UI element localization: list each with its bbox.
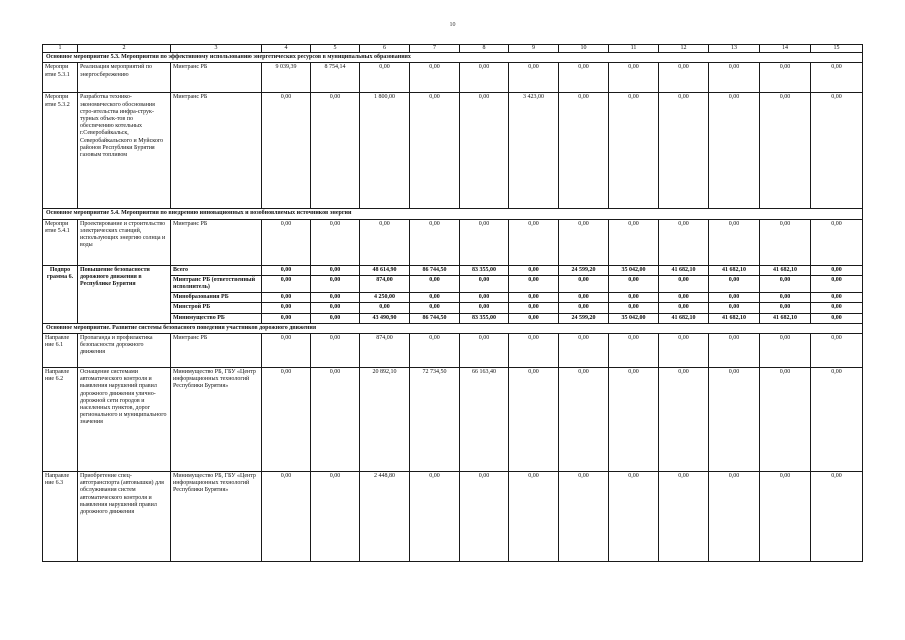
value-cell: 41 682,10 <box>760 313 811 323</box>
value-cell: 0,00 <box>410 472 460 562</box>
value-cell: 0,00 <box>509 63 559 93</box>
value-cell: 24 599,20 <box>559 313 609 323</box>
value-cell: 0,00 <box>559 293 609 303</box>
row-executor: Минтранс РБ <box>171 63 262 93</box>
value-cell: 0,00 <box>460 472 509 562</box>
value-cell: 0,00 <box>262 93 311 209</box>
value-cell: 0,00 <box>709 303 760 313</box>
section-row-6 <box>43 323 863 333</box>
value-cell: 0,00 <box>460 219 509 265</box>
value-cell: 24 599,20 <box>559 265 609 275</box>
value-cell: 0,00 <box>659 275 709 292</box>
value-cell: 2 448,80 <box>360 472 410 562</box>
row-executor: Минтранс РБ <box>171 219 262 265</box>
row-code: Направле ние 6.3 <box>43 472 78 562</box>
value-cell: 0,00 <box>609 303 659 313</box>
value-cell: 0,00 <box>559 472 609 562</box>
section-title: Основное мероприятие 5.4. Мероприятия по внедрению инновационных и возобновляемых источников энергии <box>43 209 863 219</box>
row-name: Оснащение системами автоматического контроля и выявления нарушений правил дорожного движения улично-дорожной сети городов и населенных пунктов, дорог регионального и муниципального значения <box>78 368 171 472</box>
value-cell: 4 250,00 <box>360 293 410 303</box>
row-code: Направле ние 6.2 <box>43 368 78 472</box>
value-cell: 0,00 <box>360 63 410 93</box>
column-number: 4 <box>262 45 311 53</box>
column-number: 8 <box>460 45 509 53</box>
value-cell: 0,00 <box>410 93 460 209</box>
value-cell: 0,00 <box>659 368 709 472</box>
row-executor: Минтранс РБ <box>171 93 262 209</box>
value-cell: 0,00 <box>760 293 811 303</box>
value-cell: 874,00 <box>360 334 410 368</box>
value-cell: 0,00 <box>811 303 863 313</box>
subprogram-row <box>43 265 863 275</box>
column-number: 13 <box>709 45 760 53</box>
value-cell: 83 355,00 <box>460 265 509 275</box>
value-cell: 41 682,10 <box>760 265 811 275</box>
value-cell: 0,00 <box>311 275 360 292</box>
row-name: Проектирование и строительство электрических станций, использующих энергию солнца и воды <box>78 219 171 265</box>
value-cell: 0,00 <box>709 219 760 265</box>
value-cell: 0,00 <box>760 275 811 292</box>
value-cell: 43 490,90 <box>360 313 410 323</box>
value-cell: 9 039,39 <box>262 63 311 93</box>
table-body <box>43 45 863 562</box>
value-cell: 0,00 <box>311 334 360 368</box>
value-cell: 0,00 <box>709 293 760 303</box>
column-number: 3 <box>171 45 262 53</box>
value-cell: 0,00 <box>262 303 311 313</box>
value-cell: 0,00 <box>460 93 509 209</box>
value-cell: 83 355,00 <box>460 313 509 323</box>
value-cell: 0,00 <box>509 219 559 265</box>
value-cell: 0,00 <box>410 275 460 292</box>
value-cell: 35 042,00 <box>609 265 659 275</box>
value-cell: 0,00 <box>360 219 410 265</box>
value-cell: 0,00 <box>659 472 709 562</box>
row-name: Разработка технико-экономического обоснования стро-ительства инфра-струк-турных объек-тов по обеспечению котельных г.Северобайкальск, Северобайкальского и Муйского районов Республики Бурятия газовым топливом <box>78 93 171 209</box>
value-cell: 41 682,10 <box>659 313 709 323</box>
value-cell: 0,00 <box>659 293 709 303</box>
value-cell: 0,00 <box>760 334 811 368</box>
value-cell: 0,00 <box>262 275 311 292</box>
value-cell: 0,00 <box>609 219 659 265</box>
value-cell: 0,00 <box>709 275 760 292</box>
value-cell: 0,00 <box>760 219 811 265</box>
value-cell: 0,00 <box>262 368 311 472</box>
value-cell: 0,00 <box>659 303 709 313</box>
value-cell: 86 744,50 <box>410 313 460 323</box>
value-cell: 0,00 <box>709 472 760 562</box>
row-executor: Минтранс РБ (ответственный исполнитель) <box>171 275 262 292</box>
value-cell: 8 754,14 <box>311 63 360 93</box>
column-number: 6 <box>360 45 410 53</box>
value-cell: 0,00 <box>559 275 609 292</box>
value-cell: 0,00 <box>311 472 360 562</box>
row-code: Направле ние 6.1 <box>43 334 78 368</box>
value-cell: 0,00 <box>460 275 509 292</box>
row-name: Приобретение спец-автотранспорта (автовышки) для обслуживания систем автоматического контроля и выявления нарушений правил дорожного движения <box>78 472 171 562</box>
value-cell: 0,00 <box>262 313 311 323</box>
value-cell: 0,00 <box>609 334 659 368</box>
row-executor: Минимущество РБ, ГБУ «Центр информационных технологий Республики Бурятия» <box>171 472 262 562</box>
value-cell: 3 423,00 <box>509 93 559 209</box>
row-name: Повышение безопасности дорожного движения в Республике Бурятия <box>78 265 171 323</box>
value-cell: 0,00 <box>509 293 559 303</box>
value-cell: 0,00 <box>659 219 709 265</box>
row-name: Пропаганда и профилактика безопасности дорожного движения <box>78 334 171 368</box>
value-cell: 0,00 <box>311 219 360 265</box>
row-executor: Минстрой РБ <box>171 303 262 313</box>
column-number: 15 <box>811 45 863 53</box>
value-cell: 0,00 <box>311 303 360 313</box>
value-cell: 0,00 <box>559 219 609 265</box>
value-cell: 48 614,90 <box>360 265 410 275</box>
value-cell: 0,00 <box>811 275 863 292</box>
value-cell: 72 734,50 <box>410 368 460 472</box>
value-cell: 0,00 <box>410 293 460 303</box>
value-cell: 20 892,10 <box>360 368 410 472</box>
column-number: 7 <box>410 45 460 53</box>
value-cell: 0,00 <box>811 93 863 209</box>
value-cell: 0,00 <box>460 293 509 303</box>
value-cell: 0,00 <box>609 275 659 292</box>
value-cell: 0,00 <box>811 334 863 368</box>
table-row <box>43 334 863 368</box>
row-executor: Минимущество РБ, ГБУ «Центр информационных технологий Республики Бурятия» <box>171 368 262 472</box>
column-number-row <box>43 45 863 53</box>
value-cell: 0,00 <box>559 334 609 368</box>
value-cell: 0,00 <box>262 334 311 368</box>
value-cell: 0,00 <box>410 334 460 368</box>
page-number: 10 <box>449 22 456 28</box>
value-cell: 0,00 <box>659 63 709 93</box>
value-cell: 0,00 <box>460 303 509 313</box>
value-cell: 0,00 <box>709 334 760 368</box>
value-cell: 0,00 <box>509 303 559 313</box>
value-cell: 0,00 <box>811 313 863 323</box>
value-cell: 0,00 <box>811 293 863 303</box>
value-cell: 0,00 <box>262 293 311 303</box>
column-number: 14 <box>760 45 811 53</box>
value-cell: 0,00 <box>659 93 709 209</box>
value-cell: 0,00 <box>311 93 360 209</box>
table-row <box>43 219 863 265</box>
column-number: 1 <box>43 45 78 53</box>
row-executor: Минтранс РБ <box>171 334 262 368</box>
value-cell: 0,00 <box>509 275 559 292</box>
value-cell: 0,00 <box>509 368 559 472</box>
value-cell: 0,00 <box>509 334 559 368</box>
value-cell: 0,00 <box>811 265 863 275</box>
row-code: Меропри ятие 5.4.1 <box>43 219 78 265</box>
budget-table <box>42 44 863 562</box>
value-cell: 0,00 <box>509 472 559 562</box>
row-name: Реализация мероприятий по энергосбережению <box>78 63 171 93</box>
value-cell: 0,00 <box>311 265 360 275</box>
value-cell: 0,00 <box>509 313 559 323</box>
value-cell: 41 682,10 <box>709 313 760 323</box>
value-cell: 0,00 <box>811 219 863 265</box>
value-cell: 0,00 <box>460 63 509 93</box>
value-cell: 0,00 <box>760 93 811 209</box>
value-cell: 0,00 <box>559 368 609 472</box>
column-number: 2 <box>78 45 171 53</box>
value-cell: 0,00 <box>609 63 659 93</box>
value-cell: 0,00 <box>509 265 559 275</box>
row-code: Меропри ятие 5.3.2 <box>43 93 78 209</box>
value-cell: 0,00 <box>709 63 760 93</box>
value-cell: 0,00 <box>709 368 760 472</box>
row-executor: Минобразования РБ <box>171 293 262 303</box>
table-row <box>43 472 863 562</box>
value-cell: 0,00 <box>262 265 311 275</box>
value-cell: 1 800,00 <box>360 93 410 209</box>
value-cell: 874,00 <box>360 275 410 292</box>
table-row <box>43 93 863 209</box>
section-row-5-3 <box>43 53 863 63</box>
value-cell: 41 682,10 <box>659 265 709 275</box>
value-cell: 0,00 <box>311 293 360 303</box>
value-cell: 0,00 <box>559 93 609 209</box>
column-number: 11 <box>609 45 659 53</box>
value-cell: 0,00 <box>311 368 360 472</box>
value-cell: 0,00 <box>811 368 863 472</box>
row-code: Подпро грамма 6. <box>43 265 78 323</box>
table-row <box>43 63 863 93</box>
value-cell: 0,00 <box>410 303 460 313</box>
value-cell: 0,00 <box>311 313 360 323</box>
column-number: 5 <box>311 45 360 53</box>
value-cell: 0,00 <box>709 93 760 209</box>
value-cell: 86 744,50 <box>410 265 460 275</box>
value-cell: 41 682,10 <box>709 265 760 275</box>
value-cell: 0,00 <box>760 303 811 313</box>
value-cell: 0,00 <box>760 472 811 562</box>
value-cell: 0,00 <box>659 334 709 368</box>
value-cell: 0,00 <box>609 472 659 562</box>
column-number: 10 <box>559 45 609 53</box>
value-cell: 0,00 <box>811 472 863 562</box>
column-number: 9 <box>509 45 559 53</box>
value-cell: 0,00 <box>262 472 311 562</box>
value-cell: 0,00 <box>609 368 659 472</box>
value-cell: 0,00 <box>262 219 311 265</box>
section-title: Основное мероприятие. Развитие системы безопасного поведения участников дорожного движения <box>43 323 863 333</box>
value-cell: 0,00 <box>760 63 811 93</box>
value-cell: 0,00 <box>609 293 659 303</box>
column-number: 12 <box>659 45 709 53</box>
value-cell: 0,00 <box>360 303 410 313</box>
value-cell: 0,00 <box>760 368 811 472</box>
value-cell: 0,00 <box>559 303 609 313</box>
value-cell: 0,00 <box>460 334 509 368</box>
section-row-5-4 <box>43 209 863 219</box>
row-executor: Минимущество РБ <box>171 313 262 323</box>
value-cell: 0,00 <box>559 63 609 93</box>
value-cell: 0,00 <box>410 219 460 265</box>
value-cell: 0,00 <box>609 93 659 209</box>
section-title: Основное мероприятие 5.3. Мероприятия по эффективному использованию энергетических ресурсов в муниципальных образованиях <box>43 53 863 63</box>
value-cell: 35 042,00 <box>609 313 659 323</box>
value-cell: 0,00 <box>410 63 460 93</box>
table-row <box>43 368 863 472</box>
row-executor: Всего <box>171 265 262 275</box>
value-cell: 66 163,40 <box>460 368 509 472</box>
row-code: Меропри ятие 5.3.1 <box>43 63 78 93</box>
value-cell: 0,00 <box>811 63 863 93</box>
